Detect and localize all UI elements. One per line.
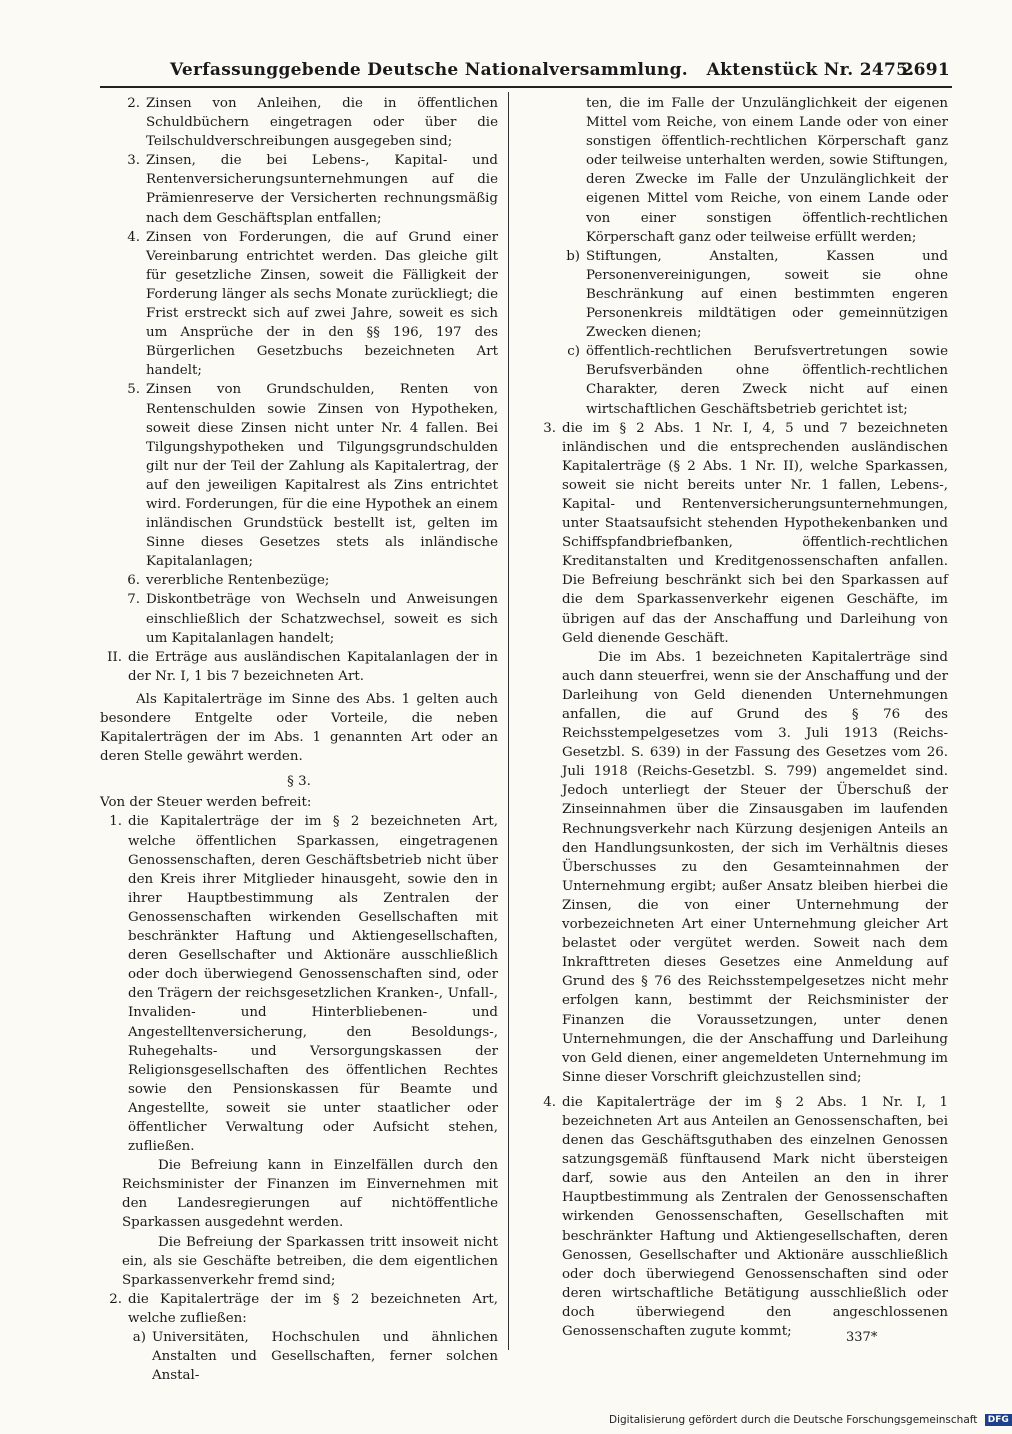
continued-text: ten, die im Falle der Unzulänglichkeit der eigenen Mittel vom Reiche, von einem Lande oder von einer sonstigen öffentlich-rechtlichen Körperschaft ganz oder teilweise unterhalten werden, sowie Stiftungen, deren Zwecke im Falle der Unzulänglichkeit der eigenen Mittel vom Reiche, von einem Lande oder von einer sonstigen öffentlich-rechtlichen Körperschaft ganz oder teilweise erfüllt werden; [586,96,948,245]
list-item: 2. Zinsen von Anleihen, die in öffentlichen Schuldbüchern eingetragen oder über die Teilschuldverschreibungen ausgegeben sind; [100,94,498,151]
column-divider [508,92,509,1350]
list-item-text: öffentlich-rechtlichen Berufsvertretungen sowie Berufsverbänden ohne öffentlich-rechtlichen Charakter, deren Zweck nicht auf einen wirtschaftlichen Geschäftsbetrieb gerichtet ist; [586,344,948,417]
list-subitem: c) öffentlich-rechtlichen Berufsvertretungen sowie Berufsverbänden ohne öffentlich-rechtlichen Charakter, deren Zweck nicht auf einen wirtschaftlichen Geschäftsbetrieb gerichtet ist; [534,342,948,418]
left-column [100,94,498,1385]
paragraph: Die Befreiung der Sparkassen tritt insoweit nicht ein, als sie Geschäfte betreiben, die dem eigentlichen Sparkassenverkehr fremd sind; [122,1234,498,1288]
dfg-logo: DFG [985,1414,1012,1426]
section-heading: § 3. [287,774,311,790]
page-number: 2691 [901,60,950,80]
list-item: 5. Zinsen von Grundschulden, Renten von Rentenschulden sowie Zinsen von Hypotheken, soweit diese Zinsen nicht unter Nr. 4 fallen. Bei Tilgungshypotheken und Tilgungsgrundschulden gilt nur der Teil der Zahlung als Kapitalertrag, der auf den jeweiligen Kapitalrest als Zins entrichtet wird. Forderungen, für die eine Hypothek an einem inländischen Grundstück bestellt ist, gelten im Sinne dieses Gesetzes stets als inländische Kapitalanlagen; [100,380,498,571]
list-item-text: die Kapitalerträge der im § 2 bezeichneten Art, welche zufließen: [128,1291,498,1326]
list-item-text: Diskontbeträge von Wechseln und Anweisungen einschließlich der Schatzwechsel, soweit es sich um Kapitalanlagen handelt; [146,592,498,646]
paragraph: Als Kapitalerträge im Sinne des Abs. 1 gelten auch besondere Entgelte oder Vorteile, die neben Kapitalerträgen der im Abs. 1 genannten Art oder an deren Stelle gewährt werden. [100,691,498,765]
list-item-text: die Erträge aus ausländischen Kapitalanlagen der in der Nr. I, 1 bis 7 bezeichneten Art. [128,649,498,684]
digitization-footer [609,1414,1009,1430]
list-item-text: vererbliche Rentenbezüge; [146,573,330,589]
list-item: 3. die im § 2 Abs. 1 Nr. I, 4, 5 und 7 bezeichneten inländischen und die entsprechenden ausländischen Kapitalerträge (§ 2 Abs. 1 Nr. II), welche Sparkassen, soweit sie nicht bereits unter Nr. 1 fallen, Lebens-, Kapital- und Rentenversicherungsunternehmungen, unter Staatsaufsicht stehenden Hypothekenbanken und Schiffspfandbriefbanken, öffentlich-rechtlichen Kreditanstalten und Kreditgenossenschaften anfallen. Die Befreiung beschränkt sich bei den Sparkassen auf die dem Sparkassenverkehr eigenen Geschäfte, im übrigen auf das der Anschaffung und Darleihung von Geld dienende Geschäft. [534,419,948,648]
list-item-text: Zinsen von Grundschulden, Renten von Rentenschulden sowie Zinsen von Hypotheken, soweit diese Zinsen nicht unter Nr. 4 fallen. Bei Tilgungshypotheken und Tilgungsgrundschulden gilt nur der Teil der Zahlung als Kapitalertrag, der auf den jeweiligen Kapitalrest als Zins entrichtet wird. Forderungen, für die eine Hypothek an einem inländischen Grundstück bestellt ist, gelten im Sinne dieses Gesetzes stets als inländische Kapitalanlagen; [146,382,498,570]
signature-mark: 337* [846,1330,878,1345]
list-item-text: Zinsen, die bei Lebens-, Kapital- und Rentenversicherungsunternehmungen auf die Prämienreserve der Versicherten rechnungsmäßig nach dem Geschäftsplan entfallen; [146,153,498,226]
list-item-text: die Kapitalerträge der im § 2 bezeichneten Art, welche öffentlichen Sparkassen, eingetragenen Genossenschaften, deren Geschäftsbetrieb nicht über den Kreis ihrer Mitglieder hinausgeht, sowie den in ihrer Hauptbestimmung als Zentralen der Genossenschaften wirkenden Gesellschaften mit beschränkter Haftung und Aktiengesellschaften, deren Gesellschafter und Aktionäre ausschließlich oder doch überwiegend Genossenschaften sind, oder den Trägern der reichsgesetzlichen Kranken-, Unfall-, Invaliden- und Hinterbliebenen- und Angestelltenversicherung, den Besoldungs-, Ruhegehalts- und Versorgungskassen der Religionsgesellschaften des öffentlichen Rechtes sowie den Pensionskassen für Beamte und Angestellte, soweit sie unter staatlicher oder öffentlicher Verwaltung oder Aufsicht stehen, zufließen. [128,814,498,1155]
list-item-text: Universitäten, Hochschulen und ähnlichen Anstalten und Gesellschaften, ferner solchen Anstal- [152,1330,498,1384]
section-intro: Von der Steuer werden befreit: [100,795,312,811]
list-item-text: Zinsen von Forderungen, die auf Grund einer Vereinbarung entrichtet werden. Das gleiche gilt für gesetzliche Zinsen, soweit die Fälligkeit der Forderung länger als sechs Monate zurückliegt; die Frist erstreckt sich auf zwei Jahre, soweit es sich um Ansprüche der in den §§ 196, 197 des Bürgerlichen Gesetzbuchs bezeichneten Art handelt; [146,229,498,379]
list-item: 2. die Kapitalerträge der im § 2 bezeichneten Art, welche zufließen: [100,1290,498,1328]
list-item: 7. Diskontbeträge von Wechseln und Anweisungen einschließlich der Schatzwechsel, soweit es sich um Kapitalanlagen handelt; [100,590,498,647]
list-item: 1. die Kapitalerträge der im § 2 bezeichneten Art, welche öffentlichen Sparkassen, eingetragenen Genossenschaften, deren Geschäftsbetrieb nicht über den Kreis ihrer Mitglieder hinausgeht, sowie den in ihrer Hauptbestimmung als Zentralen der Genossenschaften wirkenden Gesellschaften mit beschränkter Haftung und Aktiengesellschaften, deren Gesellschafter und Aktionäre ausschließlich oder doch überwiegend Genossenschaften sind, oder den Trägern der reichsgesetzlichen Kranken-, Unfall-, Invaliden- und Hinterbliebenen- und Angestelltenversicherung, den Besoldungs-, Ruhegehalts- und Versorgungskassen der Religionsgesellschaften des öffentlichen Rechtes sowie den Pensionskassen für Beamte und Angestellte, soweit sie unter staatlicher oder öffentlicher Verwaltung oder Aufsicht stehen, zufließen. [100,812,498,1156]
list-item-text: die im § 2 Abs. 1 Nr. I, 4, 5 und 7 bezeichneten inländischen und die entsprechenden ausländischen Kapitalerträge (§ 2 Abs. 1 Nr. II), welche Sparkassen, soweit sie nicht bereits unter Nr. 1 fallen, Lebens-, Kapital- und Rentenversicherungsunternehmungen, unter Staatsaufsicht stehenden Hypothekenbanken und Schiffspfandbriefbanken, öffentlich-rechtlichen Kreditanstalten und Kreditgenossenschaften anfallen. Die Befreiung beschränkt sich bei den Sparkassen auf die dem Sparkassenverkehr eigenen Geschäfte, im übrigen auf das der Anschaffung und Darleihung von Geld dienende Geschäft. [562,420,948,646]
right-column [534,94,948,1341]
list-item-text: Zinsen von Anleihen, die in öffentlichen Schuldbüchern eingetragen oder über die Teilschuldverschreibungen ausgegeben sind; [146,96,498,150]
list-item-text: Stiftungen, Anstalten, Kassen und Personenvereinigungen, soweit sie ohne Beschränkung auf einen bestimmten engeren Personenkreis mildtätigen oder gemeinnützigen Zwecken dienen; [586,248,948,341]
list-subitem: b) Stiftungen, Anstalten, Kassen und Personenvereinigungen, soweit sie ohne Beschränkung auf einen bestimmten engeren Personenkreis mildtätigen oder gemeinnützigen Zwecken dienen; [534,247,948,342]
header-rule [100,86,952,88]
list-item-roman: II. die Erträge aus ausländischen Kapitalanlagen der in der Nr. I, 1 bis 7 bezeichneten Art. [100,648,498,686]
list-subitem: a) Universitäten, Hochschulen und ähnlichen Anstalten und Gesellschaften, ferner solchen Anstal- [100,1328,498,1385]
footer-text: Digitalisierung gefördert durch die Deutsche Forschungsgemeinschaft [609,1414,978,1426]
paragraph: Die Befreiung kann in Einzelfällen durch den Reichsminister der Finanzen im Einvernehmen mit den Landesregierungen auf nichtöffentliche Sparkassen ausgedehnt werden. [122,1158,498,1231]
list-item-text: die Kapitalerträge der im § 2 Abs. 1 Nr. I, 1 bezeichneten Art aus Anteilen an Genossenschaften, bei denen das Geschäftsguthaben des einzelnen Genossen satzungsgemäß fünftausend Mark nicht übersteigen darf, sowie aus den Anteilen an den in ihrer Hauptbestimmung als Zentralen der Genossenschaften wirkenden Genossenschaften, Gesellschaften mit beschränkter Haftung und Aktiengesellschaften, deren Genossen, Gesellschafter und Aktionäre ausschließlich oder doch überwiegend Genossenschaften sind oder deren wirtschaftliche Betätigung ausschließlich oder doch überwiegend den angeschlossenen Genossenschaften zugute kommt; [562,1094,948,1339]
list-item: 3. Zinsen, die bei Lebens-, Kapital- und Rentenversicherungsunternehmungen auf die Prämienreserve der Versicherten rechnungsmäßig nach dem Geschäftsplan entfallen; [100,151,498,227]
list-item: 6. vererbliche Rentenbezüge; [100,571,498,590]
list-item: 4. Zinsen von Forderungen, die auf Grund einer Vereinbarung entrichtet werden. Das gleiche gilt für gesetzliche Zinsen, soweit die Fälligkeit der Forderung länger als sechs Monate zurückliegt; die Frist erstreckt sich auf zwei Jahre, soweit es sich um Ansprüche der in den §§ 196, 197 des Bürgerlichen Gesetzbuchs bezeichneten Art handelt; [100,228,498,381]
paragraph: Die im Abs. 1 bezeichneten Kapitalerträge sind auch dann steuerfrei, wenn sie der Anschaffung und der Darleihung von Geld dienenden Unternehmungen anfallen, die auf Grund des § 76 des Reichsstempelgesetzes vom 3. Juli 1913 (Reichs-Gesetzbl. S. 639) in der Fassung des Gesetzes vom 26. Juli 1918 (Reichs-Gesetzbl. S. 799) angemeldet sind. Jedoch unterliegt der Steuer der Überschuß der Zinseinnahmen über die Zinsausgaben im laufenden Rechnungsverkehr nach Kürzung desjenigen Anteils an den Handlungsunkosten, der sich im Verhältnis dieses Überschusses zu den Gesamteinnahmen der Unternehmung ergibt; außer Ansatz bleiben hierbei die Zinsen, die von einer Unternehmung der vorbezeichneten Art einer Unternehmung gleicher Art belastet oder vergütet werden. Soweit nach dem Inkrafttreten dieses Gesetzes eine Anmeldung auf Grund des § 76 des Reichsstempelgesetzes nicht mehr erfolgen kann, bestimmt der Reichsminister der Finanzen die Voraussetzungen, unter denen Unternehmungen, die der Anschaffung und Darleihung von Geld dienen, einer angemeldeten Unternehmung im Sinne dieser Vorschrift gleichzustellen sind; [562,649,948,1085]
header-title: Verfassunggebende Deutsche Nationalversammlung. Aktenstück Nr. 2475. [170,60,915,80]
list-item: 4. die Kapitalerträge der im § 2 Abs. 1 Nr. I, 1 bezeichneten Art aus Anteilen an Genossenschaften, bei denen das Geschäftsguthaben des einzelnen Genossen satzungsgemäß fünftausend Mark nicht übersteigen darf, sowie aus den Anteilen an den in ihrer Hauptbestimmung als Zentralen der Genossenschaften wirkenden Genossenschaften, Gesellschaften mit beschränkter Haftung und Aktiengesellschaften, deren Genossen, Gesellschafter und Aktionäre ausschließlich oder doch überwiegend Genossenschaften sind oder deren wirtschaftliche Betätigung ausschließlich oder doch überwiegend den angeschlossenen Genossenschaften zugute kommt; [534,1093,948,1341]
running-header [170,58,950,86]
